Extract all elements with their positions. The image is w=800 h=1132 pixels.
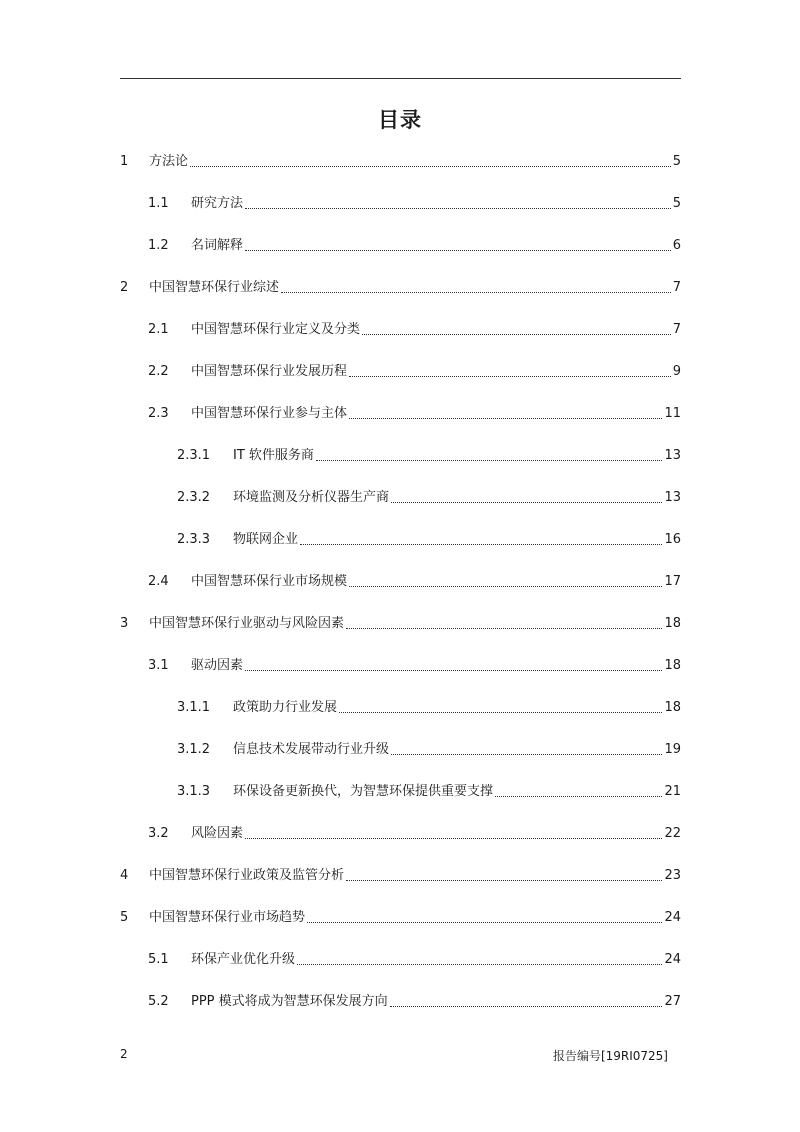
toc-entry[interactable]	[148, 571, 681, 591]
toc-entry-number: 2.3.1	[177, 448, 211, 463]
toc-entry-label: 中国智慧环保行业市场规模	[191, 574, 348, 589]
toc-entry-dot-leader	[190, 166, 671, 167]
toc-entry-page: 5	[672, 196, 681, 211]
toc-entry-page: 7	[672, 280, 681, 295]
toc-entry-dot-leader	[245, 670, 662, 671]
toc-entry-label: 中国智慧环保行业参与主体	[191, 406, 348, 421]
toc-entry[interactable]	[148, 949, 681, 969]
toc-entry-dot-leader	[391, 502, 662, 503]
toc-entry-dot-leader	[300, 544, 662, 545]
toc-entry-label: 方法论	[149, 154, 189, 169]
toc-entry-label: 物联网企业	[233, 532, 299, 547]
toc-entry-number: 1	[120, 154, 129, 169]
toc-entry-page: 22	[664, 826, 681, 841]
header-rule	[120, 78, 681, 79]
toc-entry-number: 3	[120, 616, 129, 631]
toc-entry-page: 18	[664, 700, 681, 715]
toc-entry-dot-leader	[245, 208, 671, 209]
toc-entry-number: 5.1	[148, 952, 169, 967]
toc-entry-dot-leader	[391, 754, 662, 755]
toc-entry-number: 5.2	[148, 994, 169, 1009]
toc-entry-label: 中国智慧环保行业定义及分类	[191, 322, 361, 337]
toc-entry[interactable]	[177, 739, 681, 759]
toc-entry-label: 环境监测及分析仪器生产商	[233, 490, 390, 505]
toc-entry-number: 2.4	[148, 574, 169, 589]
toc-entry-label: 政策助力行业发展	[233, 700, 338, 715]
toc-entry[interactable]	[120, 865, 681, 885]
toc-entry-dot-leader	[346, 628, 662, 629]
toc-entry-number: 3.1.3	[177, 784, 211, 799]
toc-entry-label: 环保设备更新换代，为智慧环保提供重要支撑	[233, 784, 494, 799]
toc-entry-number: 5	[120, 910, 129, 925]
toc-entry-page: 16	[664, 532, 681, 547]
toc-entry-number: 2.3.3	[177, 532, 211, 547]
toc-entry-number: 2.3.2	[177, 490, 211, 505]
toc-entry-page: 6	[672, 238, 681, 253]
toc-entry-dot-leader	[346, 880, 662, 881]
toc-entry[interactable]	[148, 823, 681, 843]
toc-entry-label: 中国智慧环保行业市场趋势	[149, 910, 306, 925]
toc-entry-number: 3.1.1	[177, 700, 211, 715]
toc-entry-dot-leader	[362, 334, 671, 335]
toc-entry[interactable]	[120, 277, 681, 297]
footer-page-number: 2	[120, 1047, 128, 1061]
toc-entry-dot-leader	[339, 712, 662, 713]
toc-entry-dot-leader	[316, 460, 663, 461]
toc-entry-label: IT 软件服务商	[233, 448, 314, 463]
toc-entry-page: 21	[664, 784, 681, 799]
toc-entry-page: 13	[664, 448, 681, 463]
toc-entry-number: 4	[120, 868, 129, 883]
toc-entry-label: 中国智慧环保行业政策及监管分析	[149, 868, 345, 883]
toc-entry-number: 2.2	[148, 364, 169, 379]
toc-entry-page: 7	[672, 322, 681, 337]
toc-entry-dot-leader	[349, 586, 662, 587]
toc-entry[interactable]	[148, 235, 681, 255]
toc-entry-page: 24	[664, 910, 681, 925]
toc-entry-label: PPP 模式将成为智慧环保发展方向	[191, 994, 388, 1009]
toc-entry-page: 18	[664, 658, 681, 673]
toc-entry[interactable]	[148, 991, 681, 1011]
toc-entry-page: 5	[672, 154, 681, 169]
toc-entry-page: 27	[664, 994, 681, 1009]
toc-entry-number: 1.2	[148, 238, 169, 253]
toc-entry-page: 18	[664, 616, 681, 631]
toc-entry[interactable]	[148, 655, 681, 675]
toc-entry[interactable]	[148, 193, 681, 213]
toc-entry-page: 23	[664, 868, 681, 883]
toc-entry-label: 信息技术发展带动行业升级	[233, 742, 390, 757]
toc-entry-dot-leader	[297, 964, 662, 965]
toc-entry[interactable]	[177, 487, 681, 507]
toc-entry-page: 9	[672, 364, 681, 379]
toc-entry-number: 2.3	[148, 406, 169, 421]
toc-entry[interactable]	[120, 907, 681, 927]
toc-entry[interactable]	[148, 361, 681, 381]
footer-report-number: 报告编号[19RI0725]	[552, 1049, 668, 1063]
toc-entry-page: 13	[664, 490, 681, 505]
toc-entry-page: 24	[664, 952, 681, 967]
toc-entry-number: 2.1	[148, 322, 169, 337]
toc-entry-page: 17	[664, 574, 681, 589]
toc-entry[interactable]	[177, 529, 681, 549]
toc-entry-dot-leader	[349, 376, 671, 377]
toc-entry[interactable]	[177, 781, 681, 801]
toc-entry-label: 环保产业优化升级	[191, 952, 296, 967]
toc-entry-number: 3.1	[148, 658, 169, 673]
toc-entry-label: 风险因素	[191, 826, 244, 841]
toc-entry-dot-leader	[307, 922, 662, 923]
toc-entry-label: 研究方法	[191, 196, 244, 211]
toc-entry-dot-leader	[245, 250, 671, 251]
toc-entry-label: 中国智慧环保行业驱动与风险因素	[149, 616, 345, 631]
toc-entry[interactable]	[120, 151, 681, 171]
toc-entry[interactable]	[120, 613, 681, 633]
toc-entry-dot-leader	[495, 796, 662, 797]
toc-entry-dot-leader	[349, 418, 662, 419]
toc-entry-number: 2	[120, 280, 129, 295]
toc-entry-dot-leader	[390, 1006, 663, 1007]
toc-entry-number: 3.2	[148, 826, 169, 841]
toc-entry-label: 名词解释	[191, 238, 244, 253]
toc-entry[interactable]	[177, 697, 681, 717]
toc-entry-number: 1.1	[148, 196, 169, 211]
toc-entry[interactable]	[148, 319, 681, 339]
toc-entry-label: 驱动因素	[191, 658, 244, 673]
toc-entry-dot-leader	[281, 292, 671, 293]
toc-entry-page: 11	[664, 406, 681, 421]
toc-title: 目录	[378, 108, 422, 132]
toc-entry[interactable]	[177, 445, 681, 465]
toc-entry-label: 中国智慧环保行业综述	[149, 280, 280, 295]
toc-entry-page: 19	[664, 742, 681, 757]
toc-entry-dot-leader	[245, 838, 662, 839]
toc-entry-number: 3.1.2	[177, 742, 211, 757]
toc-entry-label: 中国智慧环保行业发展历程	[191, 364, 348, 379]
toc-entry[interactable]	[148, 403, 681, 423]
